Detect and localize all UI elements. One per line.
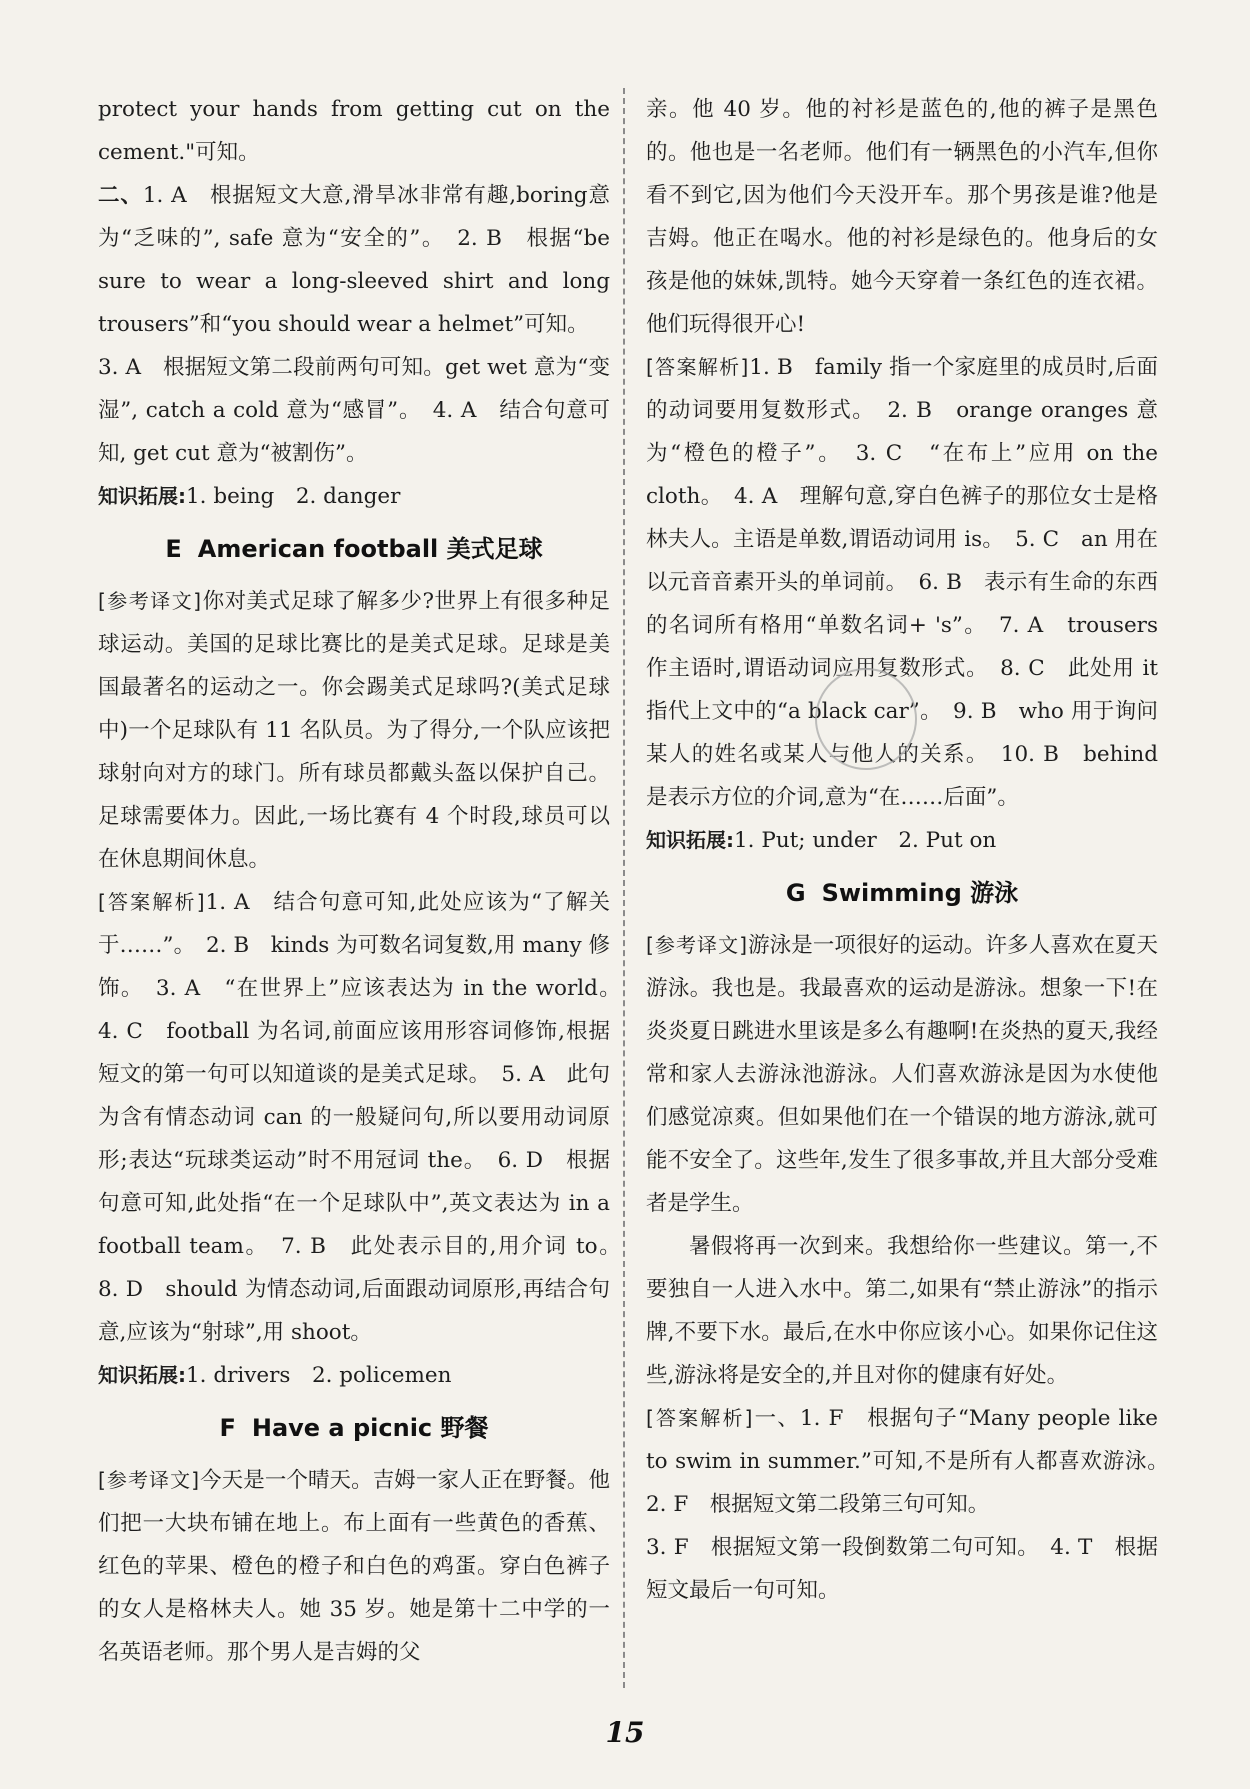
section-f-heading: F Have a picnic 野餐	[219, 1414, 489, 1442]
section-e-heading: E American football 美式足球	[165, 535, 543, 563]
answer-label: [答案解析]	[646, 1406, 754, 1430]
f-translation-cont: 亲。他 40 岁。他的衬衫是蓝色的,他的裤子是黑色的。他也是一名老师。他们有一辆黑色的小汽车,但你看不到它,因为他们今天没开车。那个男孩是谁?他是吉姆。他正在喝水。他的衬衫是绿色的。他身后的女孩是他的妹妹,凯特。她今天穿着一条红色的连衣裙。他们玩得很开心!	[646, 97, 1158, 337]
g-answers-p2: 3. F 根据短文第一段倒数第二句可知。 4. T 根据短文最后一句可知。	[646, 1535, 1158, 1603]
g-translation: [参考译文]游泳是一项很好的运动。许多人喜欢在夏天游泳。我也是。我最喜欢的运动是游泳。想象一下!在炎炎夏日跳进水里该是多么有趣啊!在炎热的夏天,我经常和家人去游泳池游泳。人们喜欢游泳是因为水使他们感觉凉爽。但如果他们在一个错误的地方游泳,就可能不安全了。这些年,发生了很多事故,并且大部分受难者是学生。	[646, 933, 1158, 1216]
column-divider	[623, 88, 625, 1688]
translation-label: [参考译文]	[98, 589, 203, 613]
left-column	[98, 88, 632, 1674]
paragraph-cont: protect your hands from getting cut on the cement."可知。	[98, 97, 610, 165]
answer-label: [答案解析]	[98, 890, 206, 914]
translation-label: [参考译文]	[646, 933, 748, 957]
knowledge-ext-3: 知识拓展:1. Put; under 2. Put on	[646, 828, 997, 853]
e-answers: [答案解析]1. A 结合句意可知,此处应该为“了解关于……”。 2. B kinds 为可数名词复数,用 many 修饰。 3. A “在世界上”应该表达为 in the world。 4. C football 为名词,前面应该用形容词修饰,根据短文的第一句可以知道谈的是美式足球。 5. A 此句为含有情态动词 can 的一般疑问句,所以要用动词原形;表达“玩球类运动”时不用冠词 the。 6. D 根据句意可知,此处指“在一个足球队中”,英文表达为 in a football team。 7. B 此处表示目的,用介词 to。 8. D should 为情态动词,后面跟动词原形,再结合句意,应该为“射球”,用 shoot。	[98, 890, 632, 1345]
page-number: 15	[605, 1716, 645, 1749]
f-answers: [答案解析]1. B family 指一个家庭里的成员时,后面的动词要用复数形式。 2. B orange oranges 意为“橙色的橙子”。 3. C “在布上”应用 on the cloth。 4. A 理解句意,穿白色裤子的那位女士是格林夫人。主语是单数,谓语动词用 is。 5. C an 用在以元音音素开头的单词前。 6. B 表示有生命的东西的名词所有格用“单数名词+ 's”。 7. A trousers 作主语时,谓语动词应用复数形式。 8. C 此处用 it 指代上文中的“a black car”。 9. B who 用于询问某人的姓名或某人与他人的关系。 10. B behind 是表示方位的介词,意为“在……后面”。	[646, 355, 1158, 810]
e-translation: [参考译文]你对美式足球了解多少?世界上有很多种足球运动。美国的足球比赛比的是美式足球。足球是美国最著名的运动之一。你会踢美式足球吗?(美式足球中)一个足球队有 11 名队员。为了得分,一个队应该把球射向对方的球门。所有球员都戴头盔以保护自己。足球需要体力。因此,一场比赛有 4 个时段,球员可以在休息期间休息。	[98, 589, 610, 872]
f-translation: [参考译文]今天是一个晴天。吉姆一家人正在野餐。他们把一大块布铺在地上。布上面有一些黄色的香蕉、红色的苹果、橙色的橙子和白色的鸡蛋。穿白色裤子的女人是格林夫人。她 35 岁。她是第十二中学的一名英语老师。那个男人是吉姆的父	[98, 1468, 610, 1665]
part-label: 二、	[98, 183, 143, 208]
g-answers: [答案解析]一、1. F 根据句子“Many people like to swim in summer.”可知,不是所有人都喜欢游泳。 2. F 根据短文第二段第三句可知。	[646, 1406, 1180, 1517]
answer-part2: 二、1. A 根据短文大意,滑旱冰非常有趣,boring意为“乏味的”, safe 意为“安全的”。 2. B 根据“be sure to wear a long-sleeved shirt and long trousers”和“you should wear a helmet”可知。	[98, 183, 610, 337]
section-g-heading: G Swimming 游泳	[785, 879, 1019, 907]
right-column	[646, 88, 1180, 1612]
knowledge-ext-1: 知识拓展:1. being 2. danger	[98, 484, 401, 509]
g-translation-p2: 暑假将再一次到来。我想给你一些建议。第一,不要独自一人进入水中。第二,如果有“禁止游泳”的指示牌,不要下水。最后,在水中你应该小心。如果你记住这些,游泳将是安全的,并且对你的健康有好处。	[646, 1234, 1158, 1388]
answer-part3: 3. A 根据短文第二段前两句可知。get wet 意为“变湿”, catch a cold 意为“感冒”。 4. A 结合句意可知, get cut 意为“被割伤”。	[98, 355, 610, 466]
answer-label: [答案解析]	[646, 355, 750, 379]
translation-label: [参考译文]	[98, 1468, 200, 1492]
knowledge-ext-2: 知识拓展:1. drivers 2. policemen	[98, 1363, 452, 1388]
